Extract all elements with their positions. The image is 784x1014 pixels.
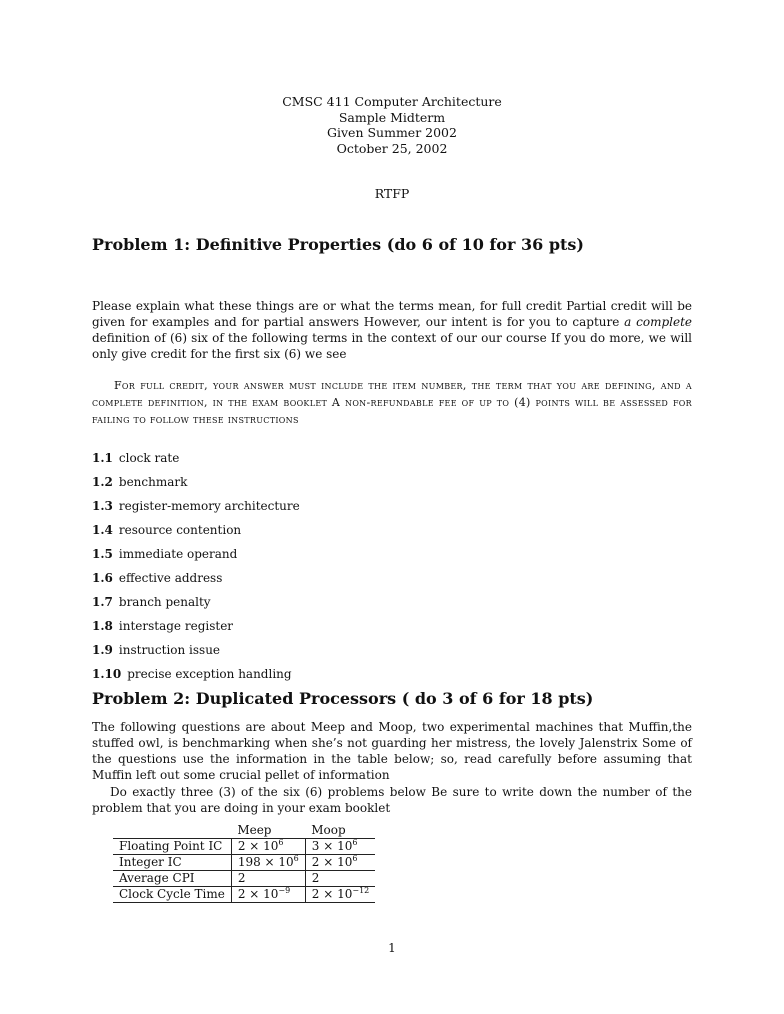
table-row	[113, 887, 375, 903]
term-number: 1.6	[92, 571, 113, 585]
term-label: precise exception handling	[127, 667, 292, 681]
problem2-title: Problem 2: Duplicated Processors ( do 3 of 6 for 18 pts)	[92, 689, 594, 708]
table-header-meep: Meep	[231, 823, 305, 839]
exam-name: Sample Midterm	[338, 109, 446, 125]
moop-value-base: 2	[311, 871, 320, 885]
meep-value-base: 2	[237, 871, 246, 885]
machine-comparison-table	[113, 823, 375, 903]
problem2-instructions: Do exactly three (3) of the six (6) problems below Be sure to write down the number of the problem that you are doing in your exam booklet	[92, 785, 692, 815]
table-row	[113, 855, 375, 871]
problem2-intro: The following questions are about Meep and Moop, two experimental machines that Muffin,the stuffed owl, is benchmarking when she’s not guarding her mistress, the lovely Jalenstrix Some of the questions use the information in the table below; so, read carefully before assuming that Muffin left out some crucial pellet of information	[92, 720, 692, 782]
term-item	[92, 522, 300, 546]
table-header-moop: Moop	[305, 823, 375, 839]
meep-value-exponent: −9	[278, 886, 291, 895]
problem1-intro-text-1: Please explain what these things are or what the terms mean, for full credit Partial credit will be given for examples and for partial answers However, our intent is for you to capture	[92, 299, 692, 329]
meep-value	[231, 839, 305, 855]
problem1-intro	[92, 298, 692, 362]
term-label: benchmark	[118, 475, 188, 489]
meep-value-exponent: 6	[293, 854, 299, 863]
term-number: 1.8	[92, 619, 113, 633]
term-number: 1.3	[92, 499, 113, 513]
term-number: 1.9	[92, 643, 113, 657]
moop-value-exponent: −12	[352, 886, 370, 895]
term-label: resource contention	[118, 523, 242, 537]
term-item	[92, 546, 300, 570]
term-item	[92, 450, 300, 474]
term-number: 1.5	[92, 547, 113, 561]
term-label: clock rate	[118, 451, 180, 465]
row-label: Average CPI	[113, 871, 231, 887]
term-label: interstage register	[118, 619, 234, 633]
table-body	[113, 839, 375, 903]
term-item	[92, 618, 300, 642]
term-label: register-memory architecture	[118, 499, 300, 513]
term-label: instruction issue	[118, 643, 221, 657]
term-number: 1.7	[92, 595, 113, 609]
moop-value-exponent: 6	[352, 838, 358, 847]
row-label: Clock Cycle Time	[113, 887, 231, 903]
term-number: 1.2	[92, 475, 113, 489]
term-item	[92, 498, 300, 522]
moop-value	[305, 871, 375, 887]
table-row	[113, 839, 375, 855]
meep-value	[231, 887, 305, 903]
row-label: Integer IC	[113, 855, 231, 871]
meep-value-base: 2 × 10	[237, 887, 279, 901]
meep-value	[231, 871, 305, 887]
term-item	[92, 474, 300, 498]
course-title: CMSC 411 Computer Architecture	[282, 94, 502, 109]
meep-value-exponent: 6	[278, 838, 284, 847]
table-row	[113, 871, 375, 887]
term-label: branch penalty	[118, 595, 211, 609]
page-number: 1	[388, 941, 396, 955]
table-header-blank	[113, 823, 231, 839]
problem1-title: Problem 1: Definitive Properties (do 6 of 10 for 36 pts)	[92, 235, 584, 254]
exam-date: October 25, 2002	[336, 140, 448, 156]
term-item	[92, 594, 300, 618]
problem1-intro-emphasis: a complete	[624, 315, 692, 329]
moop-value-base: 3 × 10	[311, 839, 353, 853]
problem1-intro-text-2: definition of (6) six of the following terms in the context of our our course If you do more, we will only give credit for the first six (6) we see	[92, 331, 692, 361]
moop-value-base: 2 × 10	[311, 855, 353, 869]
term-number: 1.4	[92, 523, 113, 537]
term-number: 1.10	[92, 667, 122, 681]
exam-code: RTFP	[374, 186, 410, 201]
row-label: Floating Point IC	[113, 839, 231, 855]
term-item	[92, 666, 300, 690]
meep-value-base: 2 × 10	[237, 839, 279, 853]
moop-value-exponent: 6	[352, 854, 358, 863]
table-header-row	[113, 823, 375, 839]
exam-given: Given Summer 2002	[327, 125, 457, 140]
meep-value	[231, 855, 305, 871]
term-label: immediate operand	[118, 547, 238, 561]
exam-header	[0, 94, 784, 156]
term-item	[92, 570, 300, 594]
moop-value-base: 2 × 10	[311, 887, 353, 901]
problem1-warning: For full credit, your answer must include the item number, the term that you are defining, and a complete definition, in the exam booklet A non-refundable fee of up to (4) points will be assessed for failing to follow these instructions	[92, 379, 692, 426]
term-label: effective address	[118, 571, 223, 585]
moop-value	[305, 855, 375, 871]
moop-value	[305, 887, 375, 903]
moop-value	[305, 839, 375, 855]
term-list	[92, 450, 300, 690]
term-number: 1.1	[92, 451, 113, 465]
term-item	[92, 642, 300, 666]
meep-value-base: 198 × 10	[237, 855, 294, 869]
